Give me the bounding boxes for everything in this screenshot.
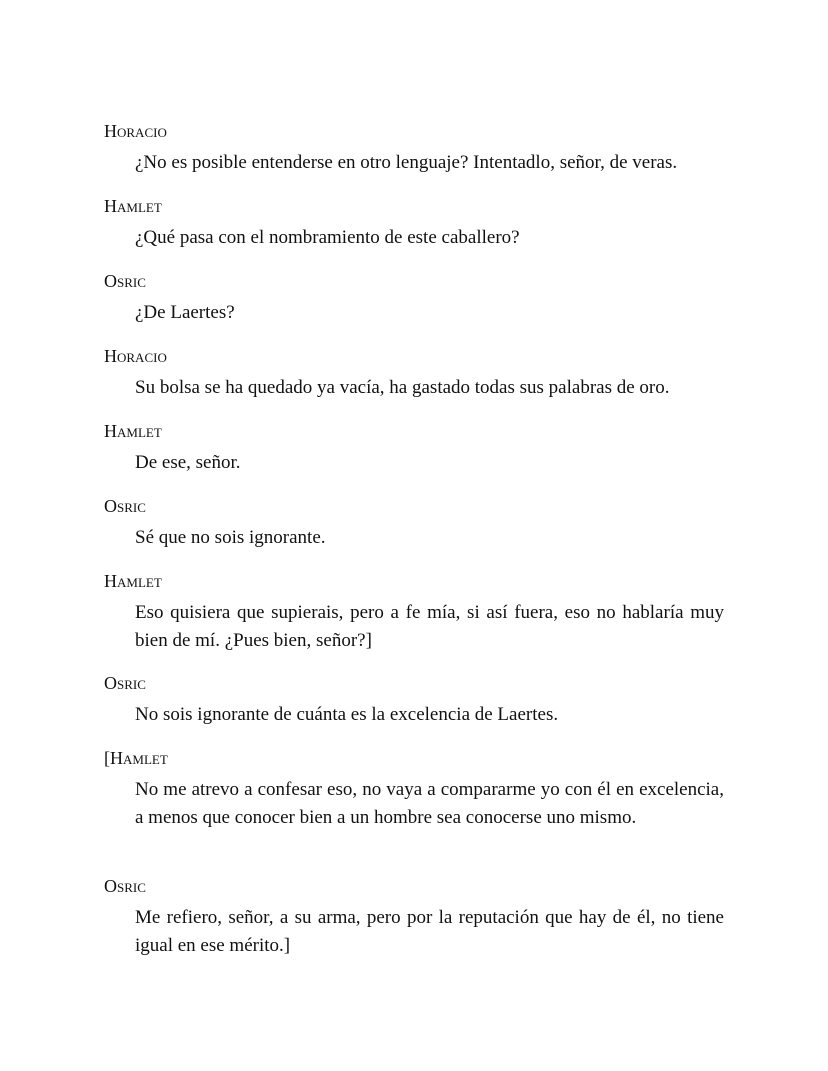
speech-text: Sé que no sois ignorante.: [135, 527, 326, 548]
speech-text: Su bolsa se ha quedado ya vacía, ha gastado todas sus palabras de oro.: [135, 377, 670, 398]
speaker-name: [Hamlet: [104, 748, 168, 768]
speaker-name: Hamlet: [104, 571, 162, 591]
speech-text: No sois ignorante de cuánta es la excelencia de Laertes.: [135, 704, 559, 725]
speaker-name: Hamlet: [104, 421, 162, 441]
speech-text: Eso quisiera que supierais, pero a fe mía, si así fuera, eso no hablaría muy bien de mí. ¿Pues bien, señor?]: [135, 602, 724, 651]
speech-block: [104, 347, 724, 402]
speaker-name: Osric: [104, 271, 146, 291]
speech-text: Me refiero, señor, a su arma, pero por la reputación que hay de él, no tiene igual en ese mérito.]: [135, 907, 724, 956]
speech-block: [104, 497, 724, 552]
speech-text: ¿No es posible entenderse en otro lenguaje? Intentadlo, señor, de veras.: [135, 152, 678, 173]
speech-block: [104, 572, 724, 654]
speech-block: [104, 122, 724, 177]
speech-text: De ese, señor.: [135, 452, 241, 473]
speaker-name: Horacio: [104, 121, 167, 141]
speech-text: ¿Qué pasa con el nombramiento de este caballero?: [135, 227, 520, 248]
speaker-name: Osric: [104, 876, 146, 896]
speech-block: [104, 877, 724, 959]
speaker-name: Osric: [104, 673, 146, 693]
speech-text: ¿De Laertes?: [135, 302, 235, 323]
speaker-name: Hamlet: [104, 196, 162, 216]
speaker-name: Horacio: [104, 346, 167, 366]
speech-block: [104, 272, 724, 327]
speech-block: [104, 197, 724, 252]
speech-text: No me atrevo a confesar eso, no vaya a compararme yo con él en excelencia, a menos que conocer bien a un hombre sea conocerse uno mismo.: [135, 779, 724, 828]
speech-block: [104, 422, 724, 477]
speech-block: [104, 749, 724, 831]
speaker-name: Osric: [104, 496, 146, 516]
speech-block: [104, 674, 724, 729]
